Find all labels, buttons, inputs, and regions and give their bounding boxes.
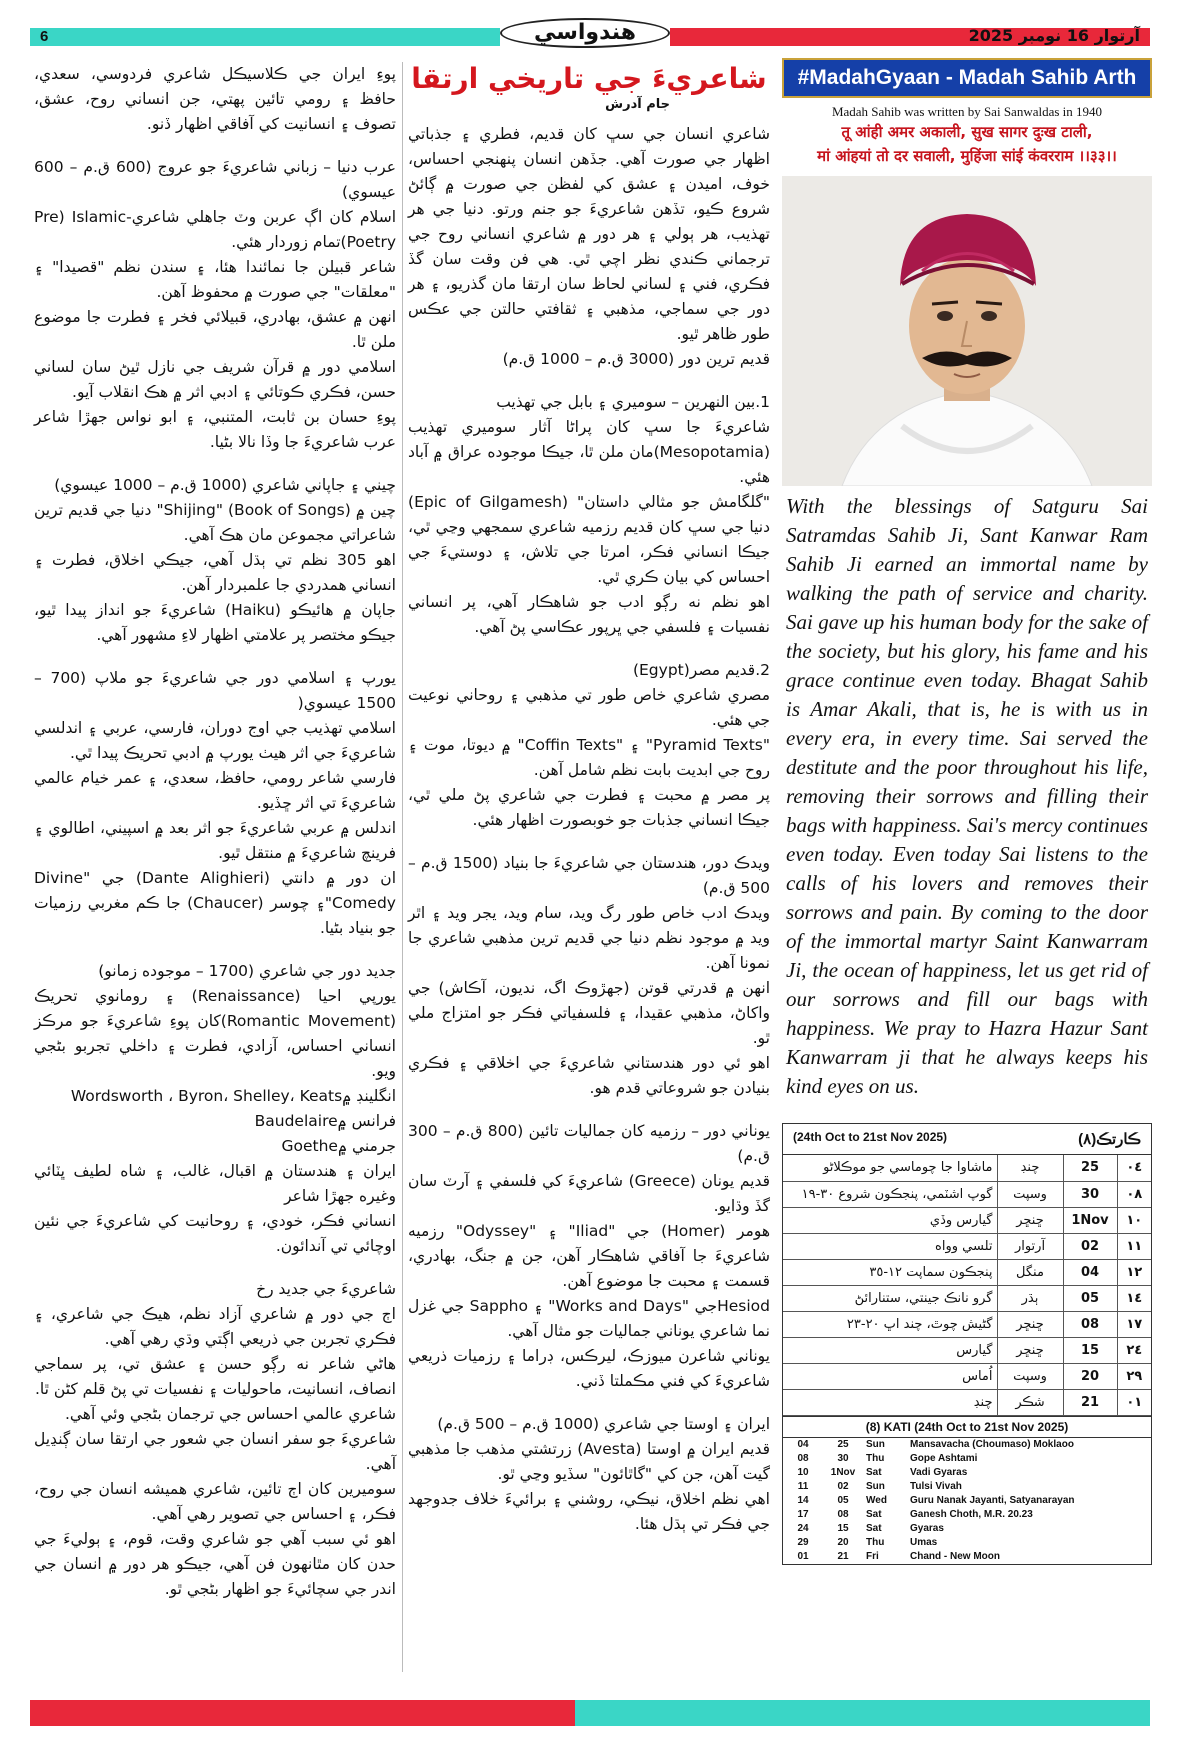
article-author: جام آدرش xyxy=(605,97,670,112)
article-paragraph: اهو ئي سبب آهي جو شاعري وقت، قوم، ۽ ٻوليءَ جي حدن کان مٿانهون فن آهي، جيڪو هر دور ۾ انسان جي اندر جي سچائيءَ جو اظهار بڻجي ٿو. xyxy=(34,1530,396,1598)
article-paragraph: "Pyramid Texts" ۽ "Coffin Texts" ۾ ديوتا، موت ۽ روح جي ابديت بابت نظم شامل آهن. xyxy=(408,736,770,779)
english-cell-a: 01 xyxy=(797,1550,809,1562)
article-paragraph: ويدڪ ادب خاص طور رگ ويد، سام ويد، يجر ويد ۽ اٿر ويد ۾ موجود نظم دنيا جي قديم ترين مذهبي شاعري جا نمونا آهن. xyxy=(408,904,770,972)
calendar-cell-d: 20 xyxy=(1063,1363,1117,1389)
english-calendar-row xyxy=(783,1550,1151,1564)
calendar-range: (24th Oct to 21st Nov 2025) xyxy=(793,1130,948,1144)
article-paragraph: يورپي احيا (Renaissance) ۽ رومانوي تحريڪ (Romantic Movement)کان پوءِ شاعريءَ جو مرڪز انساني احساس، آزادي، فطرت ۽ داخلي تجربو بڻجي ويو. xyxy=(34,987,396,1080)
calendar-cell-n: ٠١ xyxy=(1117,1389,1151,1415)
calendar-cell-w: چنڊ xyxy=(997,1155,1063,1181)
english-cell-b: 1Nov xyxy=(830,1466,856,1478)
article-paragraph: اهو ئي دور هندستاني شاعريءَ جي اخلاقي ۽ فڪري بنيادن جو شروعاتي قدم هو. xyxy=(408,1054,770,1097)
article-paragraph: شاعريءَ جا سڀ کان پراڻا آثار سوميري تهذيب (Mesopotamia)مان ملن ٿا، جيڪا موجوده عراق ۾ آباد هئي. xyxy=(408,418,770,486)
calendar-box xyxy=(782,1123,1152,1565)
english-calendar-row xyxy=(783,1466,1151,1480)
calendar-cell-d: 04 xyxy=(1063,1259,1117,1285)
article-paragraph: يوناني شاعرن ميوزڪ، ليرڪس، ڊراما ۽ رزميات ذريعي شاعريءَ کي فني مڪملتا ڏني. xyxy=(408,1347,770,1390)
calendar-cell-d: 21 xyxy=(1063,1389,1117,1415)
calendar-cell-e: چنڊ xyxy=(783,1389,997,1415)
paragraph-gap xyxy=(408,640,770,658)
article-paragraph: شاعري عالمي احساس جي ترجمان بڻجي وئي آهي. xyxy=(64,1405,396,1423)
english-cell-d: Ganesh Choth, M.R. 20.23 xyxy=(910,1508,1033,1520)
english-cell-d: Chand - New Moon xyxy=(910,1550,1000,1562)
article-paragraph: جاپان ۾ هائيڪو (Haiku) شاعريءَ جو انداز پيدا ٿيو، جيڪو مختصر پر علامتي اظهار لاءِ مشهور آهي. xyxy=(34,601,396,644)
calendar-cell-w: وسپت xyxy=(997,1363,1063,1389)
calendar-month-sindhi: ڪارتڪ(٨) xyxy=(1078,1131,1141,1148)
calendar-cell-d: 05 xyxy=(1063,1285,1117,1311)
calendar-cell-n: ٢٩ xyxy=(1117,1363,1151,1389)
english-cell-a: 17 xyxy=(797,1508,809,1520)
saint-portrait xyxy=(782,176,1152,486)
english-cell-a: 08 xyxy=(797,1452,809,1464)
calendar-cell-d: 08 xyxy=(1063,1311,1117,1337)
article-paragraph: Hesiodجي "Works and Days" ۽ Sappho جي غزل نما شاعري يوناني جماليات جو مثال آهي. xyxy=(408,1297,770,1340)
paragraph-gap xyxy=(34,648,396,666)
article-paragraph: "گلگامش جو مثالي داستان" (Epic of Gilgamesh) دنيا جي سڀ کان قديم رزميه شاعري سمجهي وڃي ٿي، جيڪا انساني فڪر، امرتا جي تلاش، ۽ دوستيءَ جي احساس کي بيان ڪري ٿي. xyxy=(408,493,770,586)
hindi-verse-line-2: मां आंहयां तो दर सवाली, मुहिंजा सांई कंवरराम ।।३३।। xyxy=(817,147,1117,165)
english-cell-d: Gyaras xyxy=(910,1522,944,1534)
calendar-cell-d: 1Nov xyxy=(1063,1207,1117,1233)
article-paragraph: شاعريءَ جو سفر انسان جي شعور جي ارتقا سان ڳنڍيل آهي. xyxy=(34,1430,396,1473)
calendar-cell-n: ١٠ xyxy=(1117,1207,1151,1233)
article-paragraph: اسلامي تهذيب جي اوج دوران، فارسي، عربي ۽ اندلسي شاعريءَ جي اثر هيٺ يورپ ۾ ادبي تحريڪ پيدا ٿي. xyxy=(34,719,396,762)
calendar-cell-w: ڇنڇر xyxy=(997,1337,1063,1363)
article-paragraph: فرانس ۾Baudelaire xyxy=(254,1112,396,1130)
calendar-cell-d: 30 xyxy=(1063,1181,1117,1207)
english-cell-c: Thu xyxy=(866,1536,885,1548)
madah-sidebar xyxy=(782,58,1152,1565)
article-paragraph: پوءِ ايران جي ڪلاسيڪل شاعري فردوسي، سعدي، حافظ ۽ رومي تائين پهتي، جن انساني روح، عشق، تصوف ۽ انسانيت کي آفاقي اظهار ڏنو. xyxy=(34,65,396,133)
paragraph-gap xyxy=(34,455,396,473)
calendar-cell-d: 25 xyxy=(1063,1155,1117,1181)
article-paragraph: انگلينڊ ۾Wordsworth ، Byron، Shelley، Keats xyxy=(70,1087,396,1105)
article-paragraph: پوءِ حسان بن ثابت، المتنبي، ۽ ابو نواس جهڙا شاعر عرب شاعريءَ جا وڏا نالا بڻيا. xyxy=(34,408,396,451)
article-paragraph: شاعر قبيلن جا نمائندا هئا، ۽ سندن نظم "قصيدا" ۽ "معلقات" جي صورت ۾ محفوظ آهن. xyxy=(34,258,396,301)
calendar-row xyxy=(783,1389,1151,1415)
article-paragraph: اسلامي دور ۾ قرآن شريف جي نازل ٿيڻ سان لساني حسن، فڪري ڪوتائي ۽ ادبي اثر ۾ هڪ انقلاب آيو. xyxy=(34,358,396,401)
english-cell-c: Sat xyxy=(866,1522,882,1534)
english-cell-a: 10 xyxy=(797,1466,809,1478)
article-paragraph: قديم ايران ۾ اوستا (Avesta) زرتشتي مذهب جا مذهبي گيت آهن، جن کي "گاٿائون" سڏيو وڃي ٿو. xyxy=(408,1440,770,1483)
english-cell-b: 20 xyxy=(837,1536,849,1548)
article-paragraph: جديد دور جي شاعري (1700 – موجوده زمانو) xyxy=(98,962,396,980)
calendar-row xyxy=(783,1337,1151,1363)
english-cell-c: Sat xyxy=(866,1466,882,1478)
article-paragraph: قديم يونان (Greece) شاعريءَ کي فلسفي ۽ آرٽ سان گڏ وڌايو. xyxy=(408,1172,770,1215)
calendar-cell-w: منگل xyxy=(997,1259,1063,1285)
article-paragraph: ايران ۽ اوستا جي شاعري (1000 ق.م – 500 ق.م) xyxy=(437,1415,770,1433)
article-paragraph: انهن ۾ قدرتي قوتن (جهڙوڪ اگ، نديون، آڪاش) جي واکاڻ، مذهبي عقيدا، ۽ فلسفياتي فڪر جو امتزاج ملي ٿو. xyxy=(408,979,770,1047)
page-footer xyxy=(30,1700,1150,1726)
english-cell-b: 30 xyxy=(837,1452,849,1464)
article-paragraph: عرب دنيا – زباني شاعريءَ جو عروج (600 ق.م – 600 عيسوي) xyxy=(34,158,396,201)
paragraph-gap xyxy=(408,1394,770,1412)
english-cell-c: Wed xyxy=(866,1494,887,1506)
calendar-cell-e: گڻيش چوٿ، چند اڀ ٢٠-٢٣ xyxy=(783,1311,997,1337)
english-cell-c: Thu xyxy=(866,1452,885,1464)
article-body xyxy=(408,122,770,1537)
english-cell-a: 24 xyxy=(797,1522,809,1534)
article-paragraph: فارسي شاعر رومي، حافظ، سعدي، ۽ عمر خيام عالمي شاعريءَ تي اثر ڇڏيو. xyxy=(34,769,396,812)
english-cell-d: Mansavacha (Choumaso) Moklaoo xyxy=(910,1438,1074,1450)
article-paragraph: چين ۾ (Shijing" (Book of Songs" دنيا جي قديم ترين شاعراتي مجموعن مان هڪ آهي. xyxy=(34,501,397,544)
calendar-cell-n: ٠٨ xyxy=(1117,1181,1151,1207)
calendar-row xyxy=(783,1285,1151,1311)
masthead-logo: هندواسي xyxy=(500,18,670,48)
article-paragraph: اهو 305 نظم تي ٻڌل آهي، جيڪي اخلاق، فطرت ۽ انساني همدردي جا علمبردار آهن. xyxy=(34,551,396,594)
page-header xyxy=(30,18,1150,48)
sindhi-calendar-table xyxy=(783,1155,1151,1416)
paragraph-gap xyxy=(408,1101,770,1119)
article-paragraph: شاعريءَ جي جديد رخ xyxy=(256,1280,396,1298)
english-calendar-table xyxy=(783,1438,1151,1564)
calendar-header xyxy=(783,1124,1151,1155)
english-cell-b: 05 xyxy=(837,1494,849,1506)
english-calendar-row xyxy=(783,1480,1151,1494)
english-cell-d: Tulsi Vivah xyxy=(910,1480,962,1492)
article-paragraph: ان دور ۾ دانتي (Dante Alighieri) جي "Divine Comedy"۽ چوسر (Chaucer) جا ڪم مغربي رزميات جو بنياد بڻيا. xyxy=(34,869,396,937)
kati-title: (8) KATI (24th Oct to 21st Nov 2025) xyxy=(783,1416,1151,1438)
english-calendar-row xyxy=(783,1536,1151,1550)
article-paragraph: 2.قديم مصر(Egypt) xyxy=(632,661,770,679)
calendar-row xyxy=(783,1155,1151,1181)
article-paragraph: ايران ۽ هندستان ۾ اقبال، غالب، ۽ شاه لطيف ڀٽائي وغيره جهڙا شاعر xyxy=(34,1162,396,1205)
article-paragraph: هاڻي شاعر نه رڳو حسن ۽ عشق تي، پر سماجي انصاف، انسانيت، ماحوليات ۽ نفسيات تي پڻ قلم کڻن ٿا. xyxy=(34,1355,396,1398)
english-calendar-row xyxy=(783,1452,1151,1466)
calendar-cell-w: وسپت xyxy=(997,1181,1063,1207)
article-paragraph: چيني ۽ جاپاني شاعري (1000 ق.م – 1000 عيسوي) xyxy=(54,476,396,494)
calendar-cell-n: ١٢ xyxy=(1117,1259,1151,1285)
english-calendar-row xyxy=(783,1508,1151,1522)
english-cell-b: 21 xyxy=(837,1550,849,1562)
article-paragraph: مصري شاعري خاص طور تي مذهبي ۽ روحاني نوعيت جي هئي. xyxy=(408,686,770,729)
english-cell-c: Sat xyxy=(866,1508,882,1520)
calendar-cell-d: 02 xyxy=(1063,1233,1117,1259)
calendar-row xyxy=(783,1207,1151,1233)
article-paragraph: انساني فڪر، خودي، ۽ روحانيت کي شاعريءَ جي نئين اوچائي تي آندائون. xyxy=(34,1212,396,1255)
article-paragraph: انهن ۾ عشق، بهادري، قبيلائي فخر ۽ فطرت جا موضوع ملن ٿا. xyxy=(34,308,396,351)
article-paragraph: سوميرين کان اڄ تائين، شاعري هميشه انسان جي روح، فڪر، ۽ احساس جي تصوير رهي آهي. xyxy=(34,1480,396,1523)
english-cell-d: Vadi Gyaras xyxy=(910,1466,968,1478)
hashtag-banner: #MadahGyaan - Madah Sahib Arth xyxy=(782,58,1152,98)
article-paragraph: هومر (Homer) جي "Iliad" ۽ "Odyssey" رزميه شاعريءَ جا آفاقي شاهڪار آهن، جن ۾ جنگ، بهادري، قسمت ۽ محبت جا موضوع آهن. xyxy=(408,1222,770,1290)
article-paragraph: يوناني دور – رزميه کان جماليات تائين (800 ق.م – 300 ق.م) xyxy=(408,1122,770,1165)
article-paragraph: پر مصر ۾ محبت ۽ فطرت جي شاعري پڻ ملي ٿي، جيڪا انساني جذبات جو خوبصورت اظهار هئي. xyxy=(408,786,770,829)
footer-bar-teal xyxy=(575,1700,1150,1726)
calendar-cell-n: ١٧ xyxy=(1117,1311,1151,1337)
calendar-cell-e: اُماس xyxy=(783,1363,997,1389)
english-calendar-row xyxy=(783,1438,1151,1452)
hindi-verse-line-1: तू आंही अमर अकाली, सुख सागर दुःख टाली, xyxy=(841,123,1093,141)
calendar-cell-e: گرو نانڪ جينتي، ستنارائڻ xyxy=(783,1285,997,1311)
issue-date: آرتوار 16 نومبر 2025 xyxy=(968,26,1140,45)
calendar-cell-w: ٻڌر xyxy=(997,1285,1063,1311)
english-calendar-row xyxy=(783,1494,1151,1508)
article-title: شاعريءَ جي تاريخي ارتقا xyxy=(411,62,767,95)
article-paragraph: 1.بين النهرين – سوميري ۽ بابل جي تهذيب xyxy=(496,393,770,411)
english-cell-c: Sun xyxy=(866,1438,885,1450)
english-cell-b: 15 xyxy=(837,1522,849,1534)
header-bar-left xyxy=(30,28,500,46)
paragraph-gap xyxy=(34,1259,396,1277)
english-calendar-row xyxy=(783,1522,1151,1536)
english-cell-c: Sun xyxy=(866,1480,885,1492)
english-cell-c: Fri xyxy=(866,1550,879,1562)
footer-bar-red xyxy=(30,1700,575,1726)
article-paragraph: يورپ ۽ اسلامي دور جي شاعريءَ جو ملاپ (700 – 1500 عيسوي( xyxy=(34,669,396,712)
calendar-cell-e: گوپ اشٽمي، پنجڪون شروع ٣٠-١٩ xyxy=(783,1181,997,1207)
article-paragraph: اهي نظم اخلاق، نيڪي، روشني ۽ برائيءَ خلاف جدوجهد جي فڪر تي ٻڌل هئا. xyxy=(408,1490,770,1533)
page-number: 6 xyxy=(40,28,49,45)
english-cell-a: 11 xyxy=(797,1480,809,1492)
english-cell-d: Gope Ashtami xyxy=(910,1452,978,1464)
calendar-cell-e: تلسي وواه xyxy=(783,1233,997,1259)
calendar-cell-e: پنجڪون سماپت ١٢-٣٥ xyxy=(783,1259,997,1285)
calendar-cell-e: گيارس وڏي xyxy=(783,1207,997,1233)
calendar-cell-n: ٠٤ xyxy=(1117,1155,1151,1181)
english-cell-a: 04 xyxy=(797,1438,809,1450)
calendar-row xyxy=(783,1311,1151,1337)
column-divider xyxy=(402,62,403,1672)
english-cell-b: 25 xyxy=(837,1438,849,1450)
article-paragraph: قديم ترين دور (3000 ق.م – 1000 ق.م) xyxy=(502,350,770,368)
calendar-cell-w: شڪر xyxy=(997,1389,1063,1415)
calendar-cell-n: ١١ xyxy=(1117,1233,1151,1259)
paragraph-gap xyxy=(408,372,770,390)
calendar-cell-w: ڇنڇر xyxy=(997,1311,1063,1337)
article-column-middle xyxy=(408,62,770,1537)
english-cell-a: 14 xyxy=(797,1494,809,1506)
calendar-cell-n: ١٤ xyxy=(1117,1285,1151,1311)
english-cell-d: Guru Nanak Jayanti, Satyanarayan xyxy=(910,1494,1075,1506)
calendar-row xyxy=(783,1363,1151,1389)
calendar-row xyxy=(783,1259,1151,1285)
english-cell-d: Umas xyxy=(910,1536,938,1548)
article-paragraph: اسلام کان اڳ عربن وٽ جاهلي شاعري-Pre) Islamic Poetry)تمام زوردار هئي. xyxy=(34,208,396,251)
calendar-cell-w: ڇنڇر xyxy=(997,1207,1063,1233)
article-paragraph: ويدڪ دور، هندستان جي شاعريءَ جا بنياد (1500 ق.م – 500 ق.م) xyxy=(408,854,771,897)
calendar-cell-e: گيارس xyxy=(783,1337,997,1363)
english-cell-a: 29 xyxy=(797,1536,809,1548)
article-paragraph: اهو نظم نه رڳو ادب جو شاهڪار آهي، پر انساني نفسيات ۽ فلسفي جي ڀرپور عڪاسي پڻ آهي. xyxy=(408,593,770,636)
calendar-cell-e: ماشاوا جا چوماسي جو موڪلاڻو xyxy=(783,1155,997,1181)
article-paragraph: اندلس ۾ عربي شاعريءَ جو اثر بعد ۾ اسپيني، اطالوي ۽ فرينچ شاعريءَ ۾ منتقل ٿيو. xyxy=(34,819,396,862)
paragraph-gap xyxy=(34,941,396,959)
calendar-cell-d: 15 xyxy=(1063,1337,1117,1363)
calendar-cell-w: آرتوار xyxy=(997,1233,1063,1259)
english-cell-b: 02 xyxy=(837,1480,849,1492)
article-paragraph: جرمني ۾Goethe xyxy=(281,1137,396,1155)
english-cell-b: 08 xyxy=(837,1508,849,1520)
madah-subtitle: Madah Sahib was written by Sai Sanwaldas in 1940 xyxy=(831,104,1103,119)
sidebar-story: With the blessings of Satguru Sai Satramdas Sahib Ji, Sant Kanwar Ram Sahib Ji earned an immortal name by walking the path of service and charity. Sai gave up his human body for the sake of the society, but his glory, his fame and his grace continue even today. Bhagat Sahib is Amar Akali, that is, he is with us in every era, in every time. Sai served the destitute and the poor throughout his life, removing their sorrows and filling their bags with happiness. Sai's mercy continues even today. Even today Sai listens to the calls of his lovers and removes their sorrows and pain. By coming to the door of the immortal martyr Saint Kanwarram Ji, the ocean of happiness, let us get rid of our sorrows and fill our bags with happiness. We pray to Hazra Hazur Sant Kanwarram ji that he always keeps his kind eyes on us. xyxy=(786,494,1148,1098)
article-paragraph: شاعري انسان جي سڀ کان قديم، فطري ۽ جذباتي اظهار جي صورت آهي. جڏهن انسان پنهنجي احساس، خوف، اميدن ۽ عشق کي لفظن جي صورت ۾ ڳائڻ شروع ڪيو، تڏهن شاعريءَ جو جنم ورتو. دنيا جي هر تهذيب، هر ٻولي ۽ هر دور ۾ شاعري انساني روح جي ترجماني ڪندي نظر اچي ٿي. هي فن وقت سان گڏ فڪري، فني ۽ لساني لحاظ سان ارتقا مان گذريو، ۽ هر دور جي سماجي، مذهبي ۽ ثقافتي حالتن جي عڪس طور ظاهر ٿيو. xyxy=(408,125,770,343)
calendar-row xyxy=(783,1233,1151,1259)
calendar-row xyxy=(783,1181,1151,1207)
paragraph-gap xyxy=(408,833,770,851)
article-column-left xyxy=(34,62,396,1602)
paragraph-gap xyxy=(34,137,396,155)
calendar-cell-n: ٢٤ xyxy=(1117,1337,1151,1363)
article-paragraph: اڄ جي دور ۾ شاعري آزاد نظم، هيڪ جي شاعري، ۽ فڪري تجربن جي ذريعي اڳتي وڌي رهي آهي. xyxy=(34,1305,396,1348)
